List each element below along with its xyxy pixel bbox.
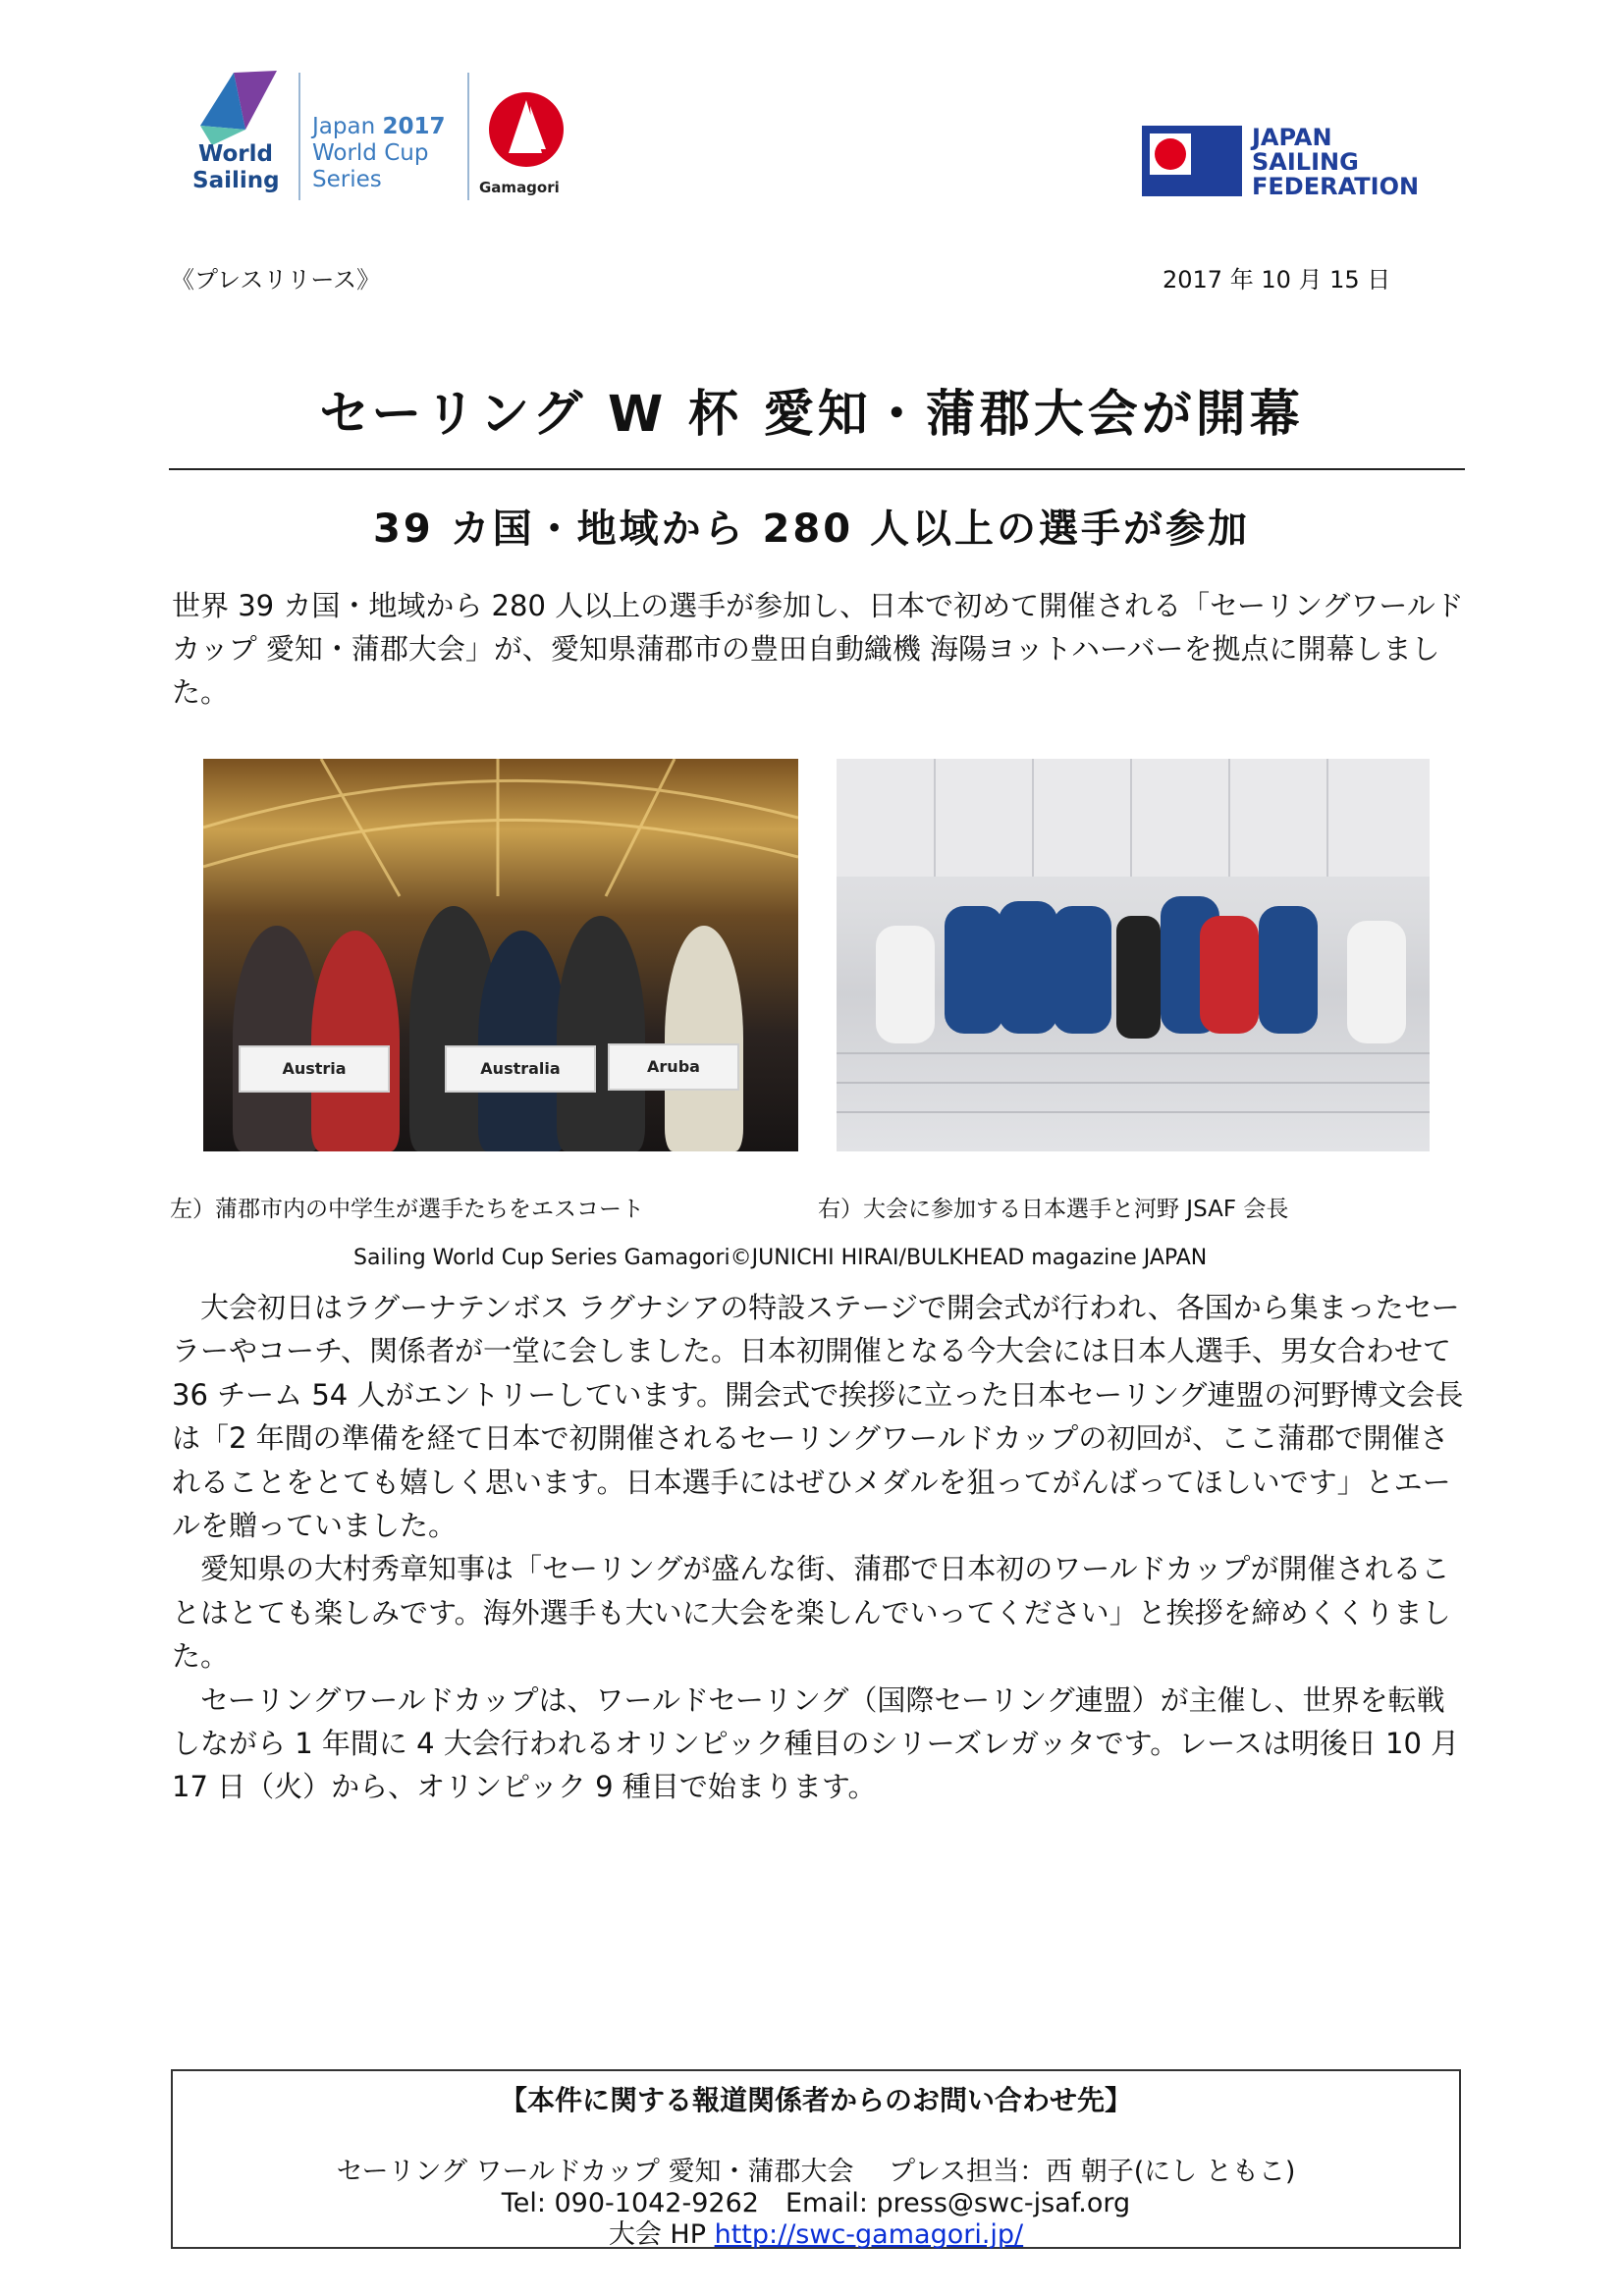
world-cup-series-wordmark: Japan 2017 World Cup Series: [312, 114, 446, 192]
contact-person: セーリング ワールドカップ 愛知・蒲郡大会 プレス担当：西 朝子(にし ともこ): [336, 2157, 1296, 2187]
lead-paragraph: 世界 39 カ国・地域から 280 人以上の選手が参加し、日本で初めて開催される「セーリングワールドカップ 愛知・蒲郡大会」が、愛知県蒲郡市の豊田自動織機 海陽ヨットハーバーを拠点に開幕しました。: [172, 589, 1464, 709]
page-subtitle: 39 カ国・地域から 280 人以上の選手が参加: [373, 507, 1250, 552]
world-sailing-sail-icon: [194, 71, 279, 147]
page-title: セーリング W 杯 愛知・蒲郡大会が開幕: [319, 386, 1304, 444]
release-date: 2017 年 10 月 15 日: [1163, 266, 1391, 294]
website-link[interactable]: http://swc-gamagori.jp/: [714, 2219, 1024, 2250]
jsaf-blue-block: [1142, 126, 1242, 196]
japan-flag-icon: [1150, 133, 1191, 175]
country-sign-aruba: Aruba: [608, 1043, 739, 1091]
country-sign-australia: Australia: [445, 1045, 596, 1093]
flag-sun-icon: [1155, 138, 1186, 170]
team-group-illustration: [837, 759, 1430, 1151]
website-label: 大会 HP: [608, 2219, 715, 2250]
logo-divider: [298, 73, 300, 200]
body-paragraph: セーリングワールドカップは、ワールドセーリング（国際セーリング連盟）が主催し、世界を転戦しながら 1 年間に 4 大会行われるオリンピック種目のシリーズレガッタです。レースは明後日 10 月 17 日（火）から、オリンピック 9 種目で始まります。: [172, 1682, 1460, 1804]
jsaf-wordmark: JAPAN SAILING FEDERATION: [1252, 124, 1420, 200]
photo-caption-right: 右）大会に参加する日本選手と河野 JSAF 会長: [818, 1197, 1289, 1222]
world-sailing-logo: [192, 71, 575, 203]
body-paragraph: 愛知県の大村秀章知事は「セーリングが盛んな街、蒲郡で日本初のワールドカップが開催されることはとても楽しみです。海外選手も大いに大会を楽しんでいってください」と挨拶を締めくくりました。: [172, 1552, 1451, 1674]
gamagori-sail-badge-icon: [487, 90, 566, 169]
photo-caption-left: 左）蒲郡市内の中学生が選手たちをエスコート: [170, 1197, 644, 1222]
japan-sailing-federation-logo: [1142, 124, 1456, 200]
press-contact-box: [171, 2069, 1461, 2249]
photo-credit: Sailing World Cup Series Gamagori©JUNICHI HIRAI/BULKHEAD magazine JAPAN: [353, 1246, 1208, 1270]
gamagori-label: Gamagori: [479, 179, 560, 196]
photo-japan-team: [837, 759, 1430, 1151]
contact-tel-email: Tel: 090-1042-9262 Email: press@swc-jsaf.org: [501, 2188, 1131, 2218]
press-release-label: 《プレスリリース》: [171, 266, 381, 294]
article-body: [172, 1286, 1466, 1809]
body-paragraph: 大会初日はラグーナテンボス ラグナシアの特設ステージで開会式が行われ、各国から集まったセーラーやコーチ、関係者が一堂に会しました。日本初開催となる今大会には日本人選手、男女合わせて 36 チーム 54 人がエントリーしています。開会式で挨拶に立った日本セーリング連盟の河野博文会長は「2 年間の準備を経て日本で初開催されるセーリングワールドカップの初回が、ここ蒲郡で開催されることをとても嬉しく思います。日本選手にはぜひメダルを狙ってがんばってほしいです」とエールを贈っていました。: [172, 1291, 1464, 1543]
country-sign-austria: Austria: [239, 1045, 390, 1093]
title-divider: [169, 468, 1465, 470]
contact-website: [173, 2213, 1459, 2251]
logo-divider: [467, 73, 469, 200]
photo-opening-escort: [203, 759, 798, 1151]
contact-heading: 【本件に関する報道関係者からのお問い合わせ先】: [499, 2084, 1132, 2116]
world-sailing-wordmark: World Sailing: [192, 141, 280, 193]
